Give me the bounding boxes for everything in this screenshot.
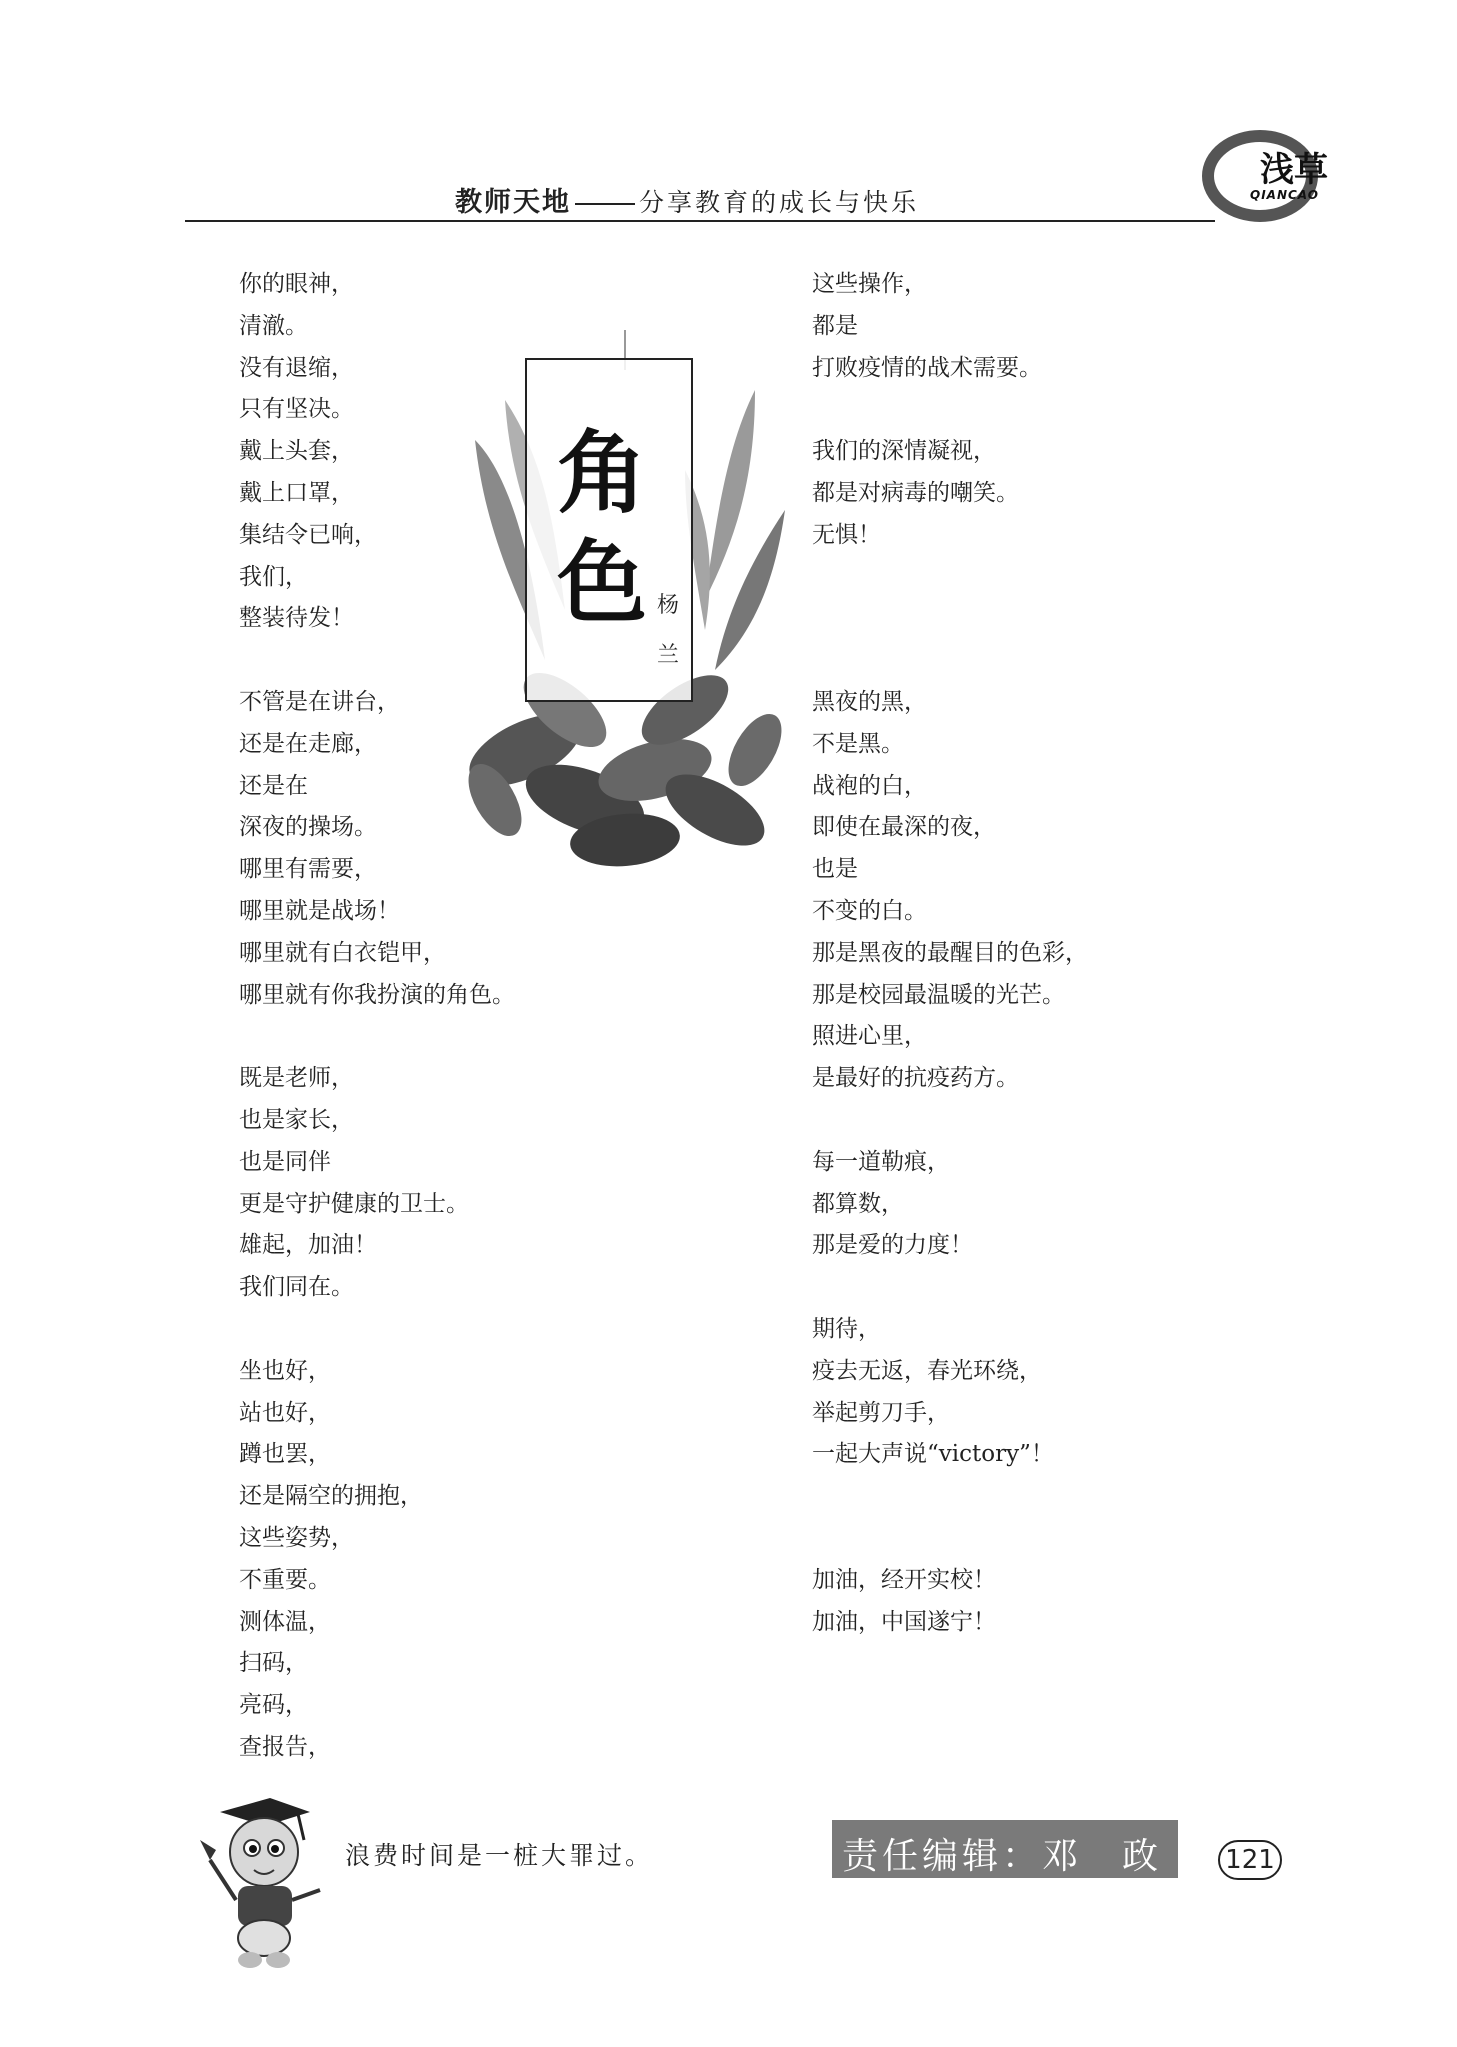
poem-right-line: 举起剪刀手，	[812, 1399, 950, 1426]
header-title-sub: 分享教育的成长与快乐	[639, 188, 920, 217]
poem-left-line: 我们，	[239, 563, 308, 590]
poem-right-line: 期待，	[812, 1315, 881, 1342]
poem-right-line: 照进心里，	[812, 1023, 927, 1050]
mascot-illustration	[180, 1790, 330, 1970]
header-title	[455, 180, 919, 219]
poem-left-line: 集结令已响，	[239, 521, 377, 548]
poem-right-line: 即使在最深的夜，	[812, 814, 996, 841]
poem-left-line: 蹲也罢，	[239, 1441, 331, 1468]
poem-right-line: 我们的深情凝视，	[812, 438, 996, 465]
poem-left-line: 扫码，	[239, 1650, 308, 1677]
poem-left-line: 更是守护健康的卫士。	[239, 1190, 469, 1217]
poem-left-line: 哪里有需要，	[239, 856, 377, 883]
poem-left-line: 哪里就有白衣铠甲，	[239, 939, 446, 966]
poem-right-line: 那是校园最温暖的光芒。	[812, 981, 1065, 1008]
poem-left-line: 整装待发！	[239, 605, 354, 632]
poem-left-line: 既是老师，	[239, 1065, 354, 1092]
page-number: 121	[1218, 1840, 1282, 1880]
poem-left-line: 不重要。	[239, 1566, 331, 1593]
poem-left-line: 也是家长，	[239, 1106, 354, 1133]
poem-left-line: 戴上头套，	[239, 438, 354, 465]
poem-left-line: 还是在走廊，	[239, 730, 377, 757]
poem-right-stanza-gap	[812, 389, 1232, 431]
poem-left-stanza-gap	[239, 1016, 639, 1058]
header-title-strong: 教师天地	[455, 187, 571, 218]
logo-subtext: QIANCAO	[1250, 188, 1319, 202]
poem-right-line: 那是黑夜的最醒目的色彩，	[812, 939, 1088, 966]
poem-left-line: 也是同伴	[239, 1148, 331, 1175]
poem-left-stanza-gap	[239, 1309, 639, 1351]
poem-left-line: 雄起，加油！	[239, 1232, 377, 1259]
page-header	[185, 176, 1215, 222]
poem-right-line: 无惧！	[812, 521, 881, 548]
poem-right-stanza-gap	[812, 1518, 1232, 1560]
poem-title-char-2: 色	[557, 530, 647, 636]
poem-left-line: 哪里就是战场！	[239, 897, 400, 924]
poem-title-box	[525, 358, 693, 702]
poem-right-line: 不变的白。	[812, 897, 927, 924]
poem-right-line: 都算数，	[812, 1190, 904, 1217]
poem-right-line: 都是对病毒的嘲笑。	[812, 479, 1019, 506]
poem-right-stanza-gap	[812, 1267, 1232, 1309]
poem-left-line: 查报告，	[239, 1733, 331, 1760]
poem-right-stanza-gap	[812, 1100, 1232, 1142]
poem-left-line: 我们同在。	[239, 1274, 354, 1301]
poem-right-line: 不是黑。	[812, 730, 904, 757]
poem-right-line: 那是爱的力度！	[812, 1232, 973, 1259]
poem-right-line: 疫去无返，春光环绕，	[812, 1357, 1042, 1384]
poem-left-line: 亮码，	[239, 1692, 308, 1719]
poem-right-line: 也是	[812, 856, 858, 883]
poem-right-line: 加油，中国遂宁！	[812, 1608, 996, 1635]
poem-title-char-1: 角	[557, 420, 647, 526]
header-rule	[185, 220, 1215, 222]
poem-left-line: 没有退缩，	[239, 354, 354, 381]
poem-left-line: 不管是在讲台，	[239, 688, 400, 715]
poem-right-line: 加油，经开实校！	[812, 1566, 996, 1593]
poem-right-stanza-gap	[812, 640, 1232, 682]
poem-right-stanza-gap	[812, 557, 1232, 599]
magazine-logo	[1200, 128, 1350, 224]
poem-right-line: 都是	[812, 312, 858, 339]
poem-right-line: 一起大声说“victory”！	[812, 1441, 1054, 1468]
editor-credit	[832, 1820, 1178, 1878]
poem-right-line: 战袍的白，	[812, 772, 927, 799]
poem-left-line: 只有坚决。	[239, 396, 354, 423]
author-name-2: 兰	[657, 643, 680, 668]
poem-left-line: 测体温，	[239, 1608, 331, 1635]
poem-right-line: 每一道勒痕，	[812, 1148, 950, 1175]
poem-left-line: 哪里就有你我扮演的角色。	[239, 981, 515, 1008]
poem-left-line: 戴上口罩，	[239, 479, 354, 506]
poem-right-line: 是最好的抗疫药方。	[812, 1065, 1019, 1092]
mascot-graduate-icon	[180, 1790, 330, 1970]
poem-left-line: 还是在	[239, 772, 308, 799]
header-dash	[575, 203, 635, 205]
poem-left-line: 坐也好，	[239, 1357, 331, 1384]
poem-right-stanza-gap	[812, 1476, 1232, 1518]
footer-quote: 浪费时间是一桩大罪过。	[345, 1841, 654, 1870]
poem-left-line: 清澈。	[239, 312, 308, 339]
poem-left-line: 你的眼神，	[239, 271, 354, 297]
poem-right-line: 黑夜的黑，	[812, 688, 927, 715]
poem-right-line: 这些操作，	[812, 271, 927, 297]
poem-left-line: 站也好，	[239, 1399, 331, 1426]
editor-credit-text: 责任编辑：邓 政	[842, 1836, 1163, 1877]
poem-right-column	[812, 264, 1232, 1643]
logo-text: 浅草	[1260, 150, 1328, 190]
poem-left-line: 还是隔空的拥抱，	[239, 1483, 423, 1510]
poem-right-line: 打败疫情的战术需要。	[812, 354, 1042, 381]
author-name-1: 杨	[657, 593, 680, 618]
poem-left-line: 深夜的操场。	[239, 814, 377, 841]
poem-right-stanza-gap	[812, 598, 1232, 640]
poem-left-line: 这些姿势，	[239, 1524, 354, 1551]
